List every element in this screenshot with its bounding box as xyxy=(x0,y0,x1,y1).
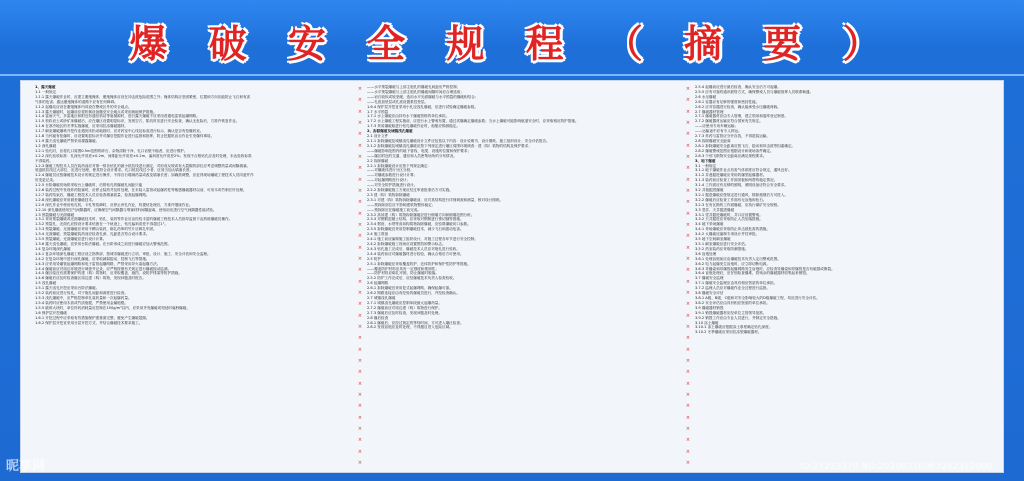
divider-mark-icon: × xyxy=(357,391,363,398)
text-line: 3.10 冻土爆破 xyxy=(695,320,719,325)
text-line: 1.2.4 爆破员应按爆破技术设计的规定进行操作，不得自行增减药量或改变填塞长度；如确需调整，应征得现场爆破工程技术人员同意并作 xyxy=(35,173,254,178)
divider-mark-icon: × xyxy=(685,142,691,149)
divider-mark-icon: × xyxy=(357,210,363,217)
title-band xyxy=(0,0,1024,80)
divider-mark-icon: × xyxy=(357,267,363,274)
divider-mark-icon: × xyxy=(685,323,691,330)
text-line: 1.3.6 露天浅孔爆破，宜采用台阶法爆破。在台阶形成之前进行爆破应加大警戒范围。 xyxy=(35,242,172,246)
text-line: 3.5.2 药室装药应采取防潮措施。 xyxy=(695,246,749,251)
divider-mark-icon: × xyxy=(357,255,363,262)
divider-mark-icon: × xyxy=(357,403,363,410)
text-line: 3.10.2 冬季爆破应采用抗冻型爆破器材。 xyxy=(695,330,762,335)
divider-mark-icon: × xyxy=(685,165,691,172)
text-line: 2.1.2 拆除爆破及城镇浅孔爆破应按下列规定进行爆区周围环境调查：建（构）筑物的结构及保护要求； xyxy=(367,143,532,148)
divider-mark-icon: × xyxy=(357,346,363,353)
text-line: 1.1.8 当怀疑有拒爆时，应设置明显标识并对爆后挖掘作业进行监督和指挥，防止挖掘机盲目作业引发爆炸事故。 xyxy=(35,134,215,139)
text-line: 3.8 爆破安全评估 xyxy=(695,291,724,296)
text-line: 3.6 盲炮处理 xyxy=(695,251,717,256)
divider-mark-icon: × xyxy=(357,97,363,104)
text-line: 2.6 起爆网路 xyxy=(367,281,389,286)
text-line: 2.5 防护 xyxy=(367,256,382,261)
text-line: 3.2.3 在有瓦斯的工作面爆破，应执行煤矿安全规程。 xyxy=(695,202,781,207)
divider-mark-icon: × xyxy=(357,199,363,206)
text-line: 1.2.9 深孔作业中使用钻孔机，卡孔等故障时，应停止该孔作业，待提钻处理后，方准许继续作业。 xyxy=(35,202,193,207)
divider-mark-icon: × xyxy=(685,187,691,194)
text-line: 1.4.3 应采用导爆管起爆网路和电子雷管起爆网路，严禁采用导火索起爆方法。 xyxy=(35,261,161,266)
text-line: 3.9.2 销毁工作应由专业人员进行，并制定安全措施。 xyxy=(695,315,781,320)
divider-mark-icon: × xyxy=(357,369,363,376)
text-line: 2.7.2 爆破前应对周边建（构）筑物进行保护。 xyxy=(367,305,442,310)
divider-mark-icon: × xyxy=(357,187,363,194)
divider-mark-icon: × xyxy=(357,459,363,466)
text-line: 1.2 深孔爆破 xyxy=(35,143,57,148)
text-line: 3.3.1 竖井掘进爆破时，井口应设置警戒。 xyxy=(695,212,763,217)
text-line: 1.3.3 预裂爆破、光面爆破应采用不耦合装药，绑扎药串的竹片应绑扎牢固。 xyxy=(35,227,157,232)
text-line: 底盘抵抗线过大部位，应进行处理，使其符合设计要求。孔口抵抗线过小者，应适当加大填塞长度。 xyxy=(35,168,194,173)
text-line: 3.5.1 硐室爆破应进行安全评估。 xyxy=(695,242,749,246)
divider-mark-icon: × xyxy=(685,153,691,160)
text-line: 3.6.1 处理盲炮前应由爆破技术负责人定出警戒范围。 xyxy=(695,256,781,261)
text-line: 3.2 井巷掘进爆破 xyxy=(695,188,724,193)
text-line: 2.3.1 对建（构）筑物拆除爆破前，应对其结构进行详细调查和测量，核对设计图纸。 xyxy=(367,197,504,202)
divider-mark-icon: × xyxy=(685,312,691,319)
text-column-middle xyxy=(367,85,683,468)
section-heading: 3、地下爆破 xyxy=(695,158,716,163)
text-line: 1.2.3 爆破工程技术人员在装药前应对第一排各钻孔的最小抵抗线进行测定，对形成反坡或有大裂隙的部位应考虑调整药量或间隔填塞。 xyxy=(35,163,251,168)
text-line: 1.3.2 预裂孔、光面孔应按设计要求钻凿在一个轨迹上，钻孔偏斜误差不得超过1°。 xyxy=(35,222,168,227)
text-line: 1.4.6 爆破后应及时检查爆区周边建（构）筑物，发现问题及时报告。 xyxy=(35,276,146,281)
text-line: 2.6.2 网路连接应由有经验的爆破员进行，并经检查确认。 xyxy=(367,291,460,296)
text-line: 2.6.2 应对容器进行检查，确认能承受水压爆破荷载。 xyxy=(695,104,781,109)
divider-mark-icon: × xyxy=(685,403,691,410)
divider-mark-icon: × xyxy=(357,278,363,285)
text-line: 1.2.2 深孔验收标准：孔深允许误差±0.2m，间排距允许误差±0.2m，偏斜度允许误差2%；发现不合格钻孔应及时处理，未达验收标准 xyxy=(35,153,252,158)
text-line: 1.1.2 起爆站应设在避炮掩体内或设在警戒区外的安全地点。 xyxy=(35,104,132,109)
text-line: 1.5.3 浅孔爆破中，应严格控制单孔装药量和一次起爆药量。 xyxy=(35,295,132,300)
text-line: 3.9 爆破器材销毁 xyxy=(695,305,724,310)
divider-mark-icon: × xyxy=(685,97,691,104)
text-line: 2.3.4 烟囱、水塔等高耸构筑物拆除爆破，应验算爆破切口参数。 xyxy=(367,222,471,227)
text-line: 2.8 爆后检查 xyxy=(367,315,389,320)
text-column-left xyxy=(35,85,355,468)
text-line: 2.4.3 钻孔施工完成后，爆破技术人员应对炮孔进行验收。 xyxy=(367,246,460,251)
text-line: 2.3.5 拆除爆破宜采用控制爆破技术，减少飞石和振动危害。 xyxy=(367,227,464,232)
text-line: ——爆区附近的交通、通信和人员密集场所的分布情况。 xyxy=(367,153,457,158)
text-line: 1.1.4 雷雨天气，多雷地区和附近有通信机站等射频源时，进行露天爆破不应采用普通电雷管起爆网路。 xyxy=(35,114,200,119)
text-line: 1.4.4 爆破前应对周边环境进行调查并记录，应严格按照有关规定进行爆破振动监测。 xyxy=(35,266,172,271)
text-line: 1.1.9 露天浅孔爆破严禁采用裸露爆破。 xyxy=(35,138,100,143)
text-line: ——预拆除部位应不影响建筑物整体稳定； xyxy=(367,202,436,207)
text-line: 1.2.6 装药过程中发现炸药阻塞时，应停止装药并及时处理，在未装入雷管或起爆药柱等敏感爆破器材以前，可用木或竹制长杆处理。 xyxy=(35,188,247,193)
divider-mark-icon: × xyxy=(357,448,363,455)
text-line: 2.8.3 个别飞散物安全距离应满足规程要求。 xyxy=(695,153,767,158)
text-line: ——孔底加垫层或孔底设置柔性垫层。 xyxy=(367,99,429,104)
text-line: 1.7.1 水上爆破应由持有水下爆破资格的单位承担。 xyxy=(367,114,450,119)
text-line: 2.3.3 对钢筋混凝土结构，应采取对钢筋进行预切割等措施。 xyxy=(367,217,464,222)
text-line: 2.7 爆破器材管理 xyxy=(695,109,724,114)
divider-mark-icon: × xyxy=(685,459,691,466)
title-underline xyxy=(0,74,1024,76)
text-line: ——爆破影响范围内的地下管线、电缆、设施的位置和保护要求； xyxy=(367,148,472,153)
text-line: 1.4.1 复杂环境深孔爆破工程应设立指挥部，按城市爆破进行立项、审批、设计、施工、安全评估和安全监理。 xyxy=(35,251,211,256)
section-heading: 1、露天爆破 xyxy=(35,85,56,89)
text-line: 3.2.2 爆破后应检查工作面有无盲炮和危石。 xyxy=(695,197,767,202)
text-line: 1.3 预裂爆破与光面爆破 xyxy=(35,212,75,217)
divider-mark-icon: × xyxy=(357,323,363,330)
text-line: 2.6.1 容器应有足够的强度和密封性能。 xyxy=(695,99,760,104)
section-heading: 2、拆除爆破及城镇浅孔爆破 xyxy=(367,129,413,134)
text-line: ——对起爆网路进行设计； xyxy=(367,178,411,183)
divider-mark-icon: × xyxy=(357,380,363,387)
watermark-id: ID:27233379 NO:20200316083242312000 xyxy=(800,462,993,472)
divider-mark-icon: × xyxy=(357,142,363,149)
text-line: 2.7.1 城镇浅孔爆破应控制单段最大起爆药量。 xyxy=(367,300,442,305)
text-line: 1.2.5 台阶爆破初始排采取台上爆破时，后排钻孔的爆破孔间距只能 xyxy=(35,183,143,188)
divider-mark-icon: × xyxy=(685,108,691,115)
divider-mark-icon: × xyxy=(357,176,363,183)
divider-mark-icon: × xyxy=(685,221,691,228)
text-line: 2.1 设计文件 xyxy=(367,134,389,139)
page-title: 爆 破 安 全 规 程 （ 摘 要 ） xyxy=(129,20,895,66)
text-line: 1.4.2 在复杂环境中进行深孔爆破，应采取减弱振动、控制飞石等措施。 xyxy=(35,256,150,261)
text-line: 2.7.1 爆破器材应由专人管理，建立领用和退库登记制度。 xyxy=(695,114,788,119)
text-line: 2.3 建（构）筑物拆除爆破 xyxy=(367,192,410,197)
text-line: ——水平预裂爆破与上部主炮孔的爆破孔间距应严格控制； xyxy=(367,85,461,89)
divider-mark-icon: × xyxy=(685,448,691,455)
text-line: 3.4.1 采场爆破应采取防止冲击波危害的措施。 xyxy=(695,227,770,232)
divider-mark-icon: × xyxy=(685,86,691,92)
divider-mark-icon: × xyxy=(685,380,691,387)
text-line: 2.7 城镇浅孔爆破 xyxy=(367,295,396,300)
divider-mark-icon: × xyxy=(357,357,363,364)
text-line: 3.4 地下采场爆破 xyxy=(695,222,724,227)
text-line: 3.6.4 盲炮处理后，应仔细检查爆堆，将残余的爆破器材收集起来销毁。 xyxy=(695,271,810,276)
divider-mark-icon: × xyxy=(685,278,691,285)
divider-mark-icon: × xyxy=(357,335,363,342)
text-line: 3.6.2 电力起爆发生盲炮时，应立即切断电源。 xyxy=(695,261,770,266)
divider-mark-icon: × xyxy=(685,210,691,217)
divider-mark-icon: × xyxy=(685,369,691,376)
text-line: 2.1.1 拆除爆破及城镇浅孔爆破设计文件应包括以下内容：设计说明书、设计图纸、施工组织设计、安全评估报告。 xyxy=(367,138,550,143)
divider-mark-icon: × xyxy=(685,335,691,342)
text-line: 1.5.1 露天浅孔开挖应采用台阶法爆破。 xyxy=(35,286,100,291)
divider-mark-icon: × xyxy=(685,391,691,398)
divider-mark-icon: × xyxy=(685,437,691,444)
text-line: 3.5 地下空间硐室爆破 xyxy=(695,237,731,242)
text-line: 2.4.1 施工前应编制施工组织设计，对施工过程各环节进行安全控制。 xyxy=(367,237,478,242)
divider-mark-icon: × xyxy=(357,312,363,319)
text-line: 2.8.2 爆破警戒范围应根据设计和现场条件确定。 xyxy=(695,148,774,153)
text-line: 2.5.5 应有可靠的通讯联络方式，确保警戒人员与爆破指挥人员联系畅通。 xyxy=(695,89,814,94)
text-line: 2.7.3 炸药与雷管应分开存放，不得混装运输。 xyxy=(695,134,770,139)
text-line: 2.8 拆除爆破安全距离 xyxy=(695,138,731,143)
text-line: ——应使用专用车辆运输； xyxy=(695,124,739,129)
text-line: 3.7.2 监理人员应对爆破作业全过程进行监督。 xyxy=(695,286,770,291)
text-line: 3.1.3 装药前应检查工作面顶板和两帮的稳定情况。 xyxy=(695,178,778,183)
text-line: 1.1.6 在寒冷地区的冬季实施爆破，应采用抗冻爆破器材。 xyxy=(35,124,128,129)
watermark-logo: 昵享网 xyxy=(6,459,46,474)
text-line: 1.1.3 露天爆破时，起爆前应将机械设备撤至安全地点或采用就地保护措施。 xyxy=(35,109,157,114)
text-line: 1.1.1 露天爆破作业时，应建立避炮掩体，避炮掩体应设在冲击波危险范围之外；掩体结构应坚固紧密，位置和方向应能防止飞石和有害 xyxy=(35,94,251,99)
text-line: 1.2.10 深孔爆破使用空气间隔器时，应确保空气间隔器与堵塞材料间隔距离，使用前应进行空气间隔器性能试验。 xyxy=(35,207,217,212)
text-line: 3.8.1 A级、B级、C级和对安全影响较大的D级爆破工程，均应进行安全评估。 xyxy=(695,295,820,300)
text-line: 3.4.2 大爆破应编制专项设计并经审批。 xyxy=(695,232,760,237)
text-line: 1.6.4 保护层开挖宜采用小孔径浅孔爆破，应进行试验确定爆破参数。 xyxy=(367,104,478,109)
divider-mark-icon: × xyxy=(685,357,691,364)
text-line: 2.5.4 起爆前应进行最后检查，确认安全后方可起爆。 xyxy=(695,85,781,89)
text-line: 不得装药。 xyxy=(35,158,53,163)
text-line: 1.4 复杂环境深孔爆破 xyxy=(35,246,71,251)
text-line: 3.2.1 掘进爆破应按规定进行通风，排除炮烟后方可进入。 xyxy=(695,192,788,197)
text-line: 1.4.5 爆区临近有需要保护的建（构）筑物时，应采取覆盖、遮挡、设防护排架等防护措施。 xyxy=(35,271,182,276)
text-line: 2.4.2 拆除爆破施工现场应设置围挡和警示标志。 xyxy=(367,242,446,246)
text-line: 1.1.7 硐室爆破爆堆开挖作业遇到未松动地段时，应对药室中心线及标高进行标示，确认是否有拒爆药室。 xyxy=(35,129,204,134)
text-line: 1.6 保护层开挖爆破 xyxy=(35,310,68,315)
text-line: 3.3 竖井、天井掘进爆破 xyxy=(695,207,735,212)
text-line: ——对安全防护措施进行设计。 xyxy=(367,183,418,188)
text-line: ——对爆破体进行分区分段； xyxy=(367,168,414,173)
text-line: 3.10.1 冻土爆破应根据冻土厚度确定钻孔深度。 xyxy=(695,325,773,330)
divider-mark-icon: × xyxy=(357,153,363,160)
divider-mark-icon: × xyxy=(357,86,363,92)
text-line: 2.5.2 防护工作完成后，应经爆破技术负责人检查验收。 xyxy=(367,276,457,281)
text-line: 1.3.1 采用预裂爆破或光面爆破技术时，钻孔、装药等作业应由经验丰富的爆破工程技术人员指导监督下由熟练爆破员操作。 xyxy=(35,217,233,222)
divider-mark-icon: × xyxy=(685,176,691,183)
text-line: 1.7.2 水上爆破工程实施前，应进行水上警戒布置，通过试爆确定爆破参数；当水上爆破可能影响航道安全时，应采取相应防护措施。 xyxy=(367,119,579,124)
divider-mark-icon: × xyxy=(685,255,691,262)
column-divider-right xyxy=(684,87,692,466)
text-line: 1.7.3 采用爆破船进行钻孔爆破作业时，船舶应锚固稳定。 xyxy=(367,124,460,129)
text-line: 2.8.1 爆破后，应经过规定的等待时间，方可进入爆区检查。 xyxy=(367,320,464,325)
divider-mark-icon: × xyxy=(357,414,363,421)
text-line: 2.4 施工准备 xyxy=(367,232,389,237)
divider-mark-icon: × xyxy=(685,119,691,126)
text-line: ——水平预裂爆破与上部主炮孔的爆破间隔时间应合理选取； xyxy=(367,89,465,94)
text-line: 2.5.1 拆除爆破应采取覆盖防护、近体防护和保护性防护等措施。 xyxy=(367,261,471,266)
text-line: 3.6.3 导爆索和导爆管起爆网路发生盲炮时，应检查导爆索和导爆管是否有破损或断裂。 xyxy=(695,266,835,271)
divider-mark-icon: × xyxy=(357,244,363,251)
text-line: 1.5.2 装药前应进行验孔，对于炮孔间距和深度进行检查。 xyxy=(35,291,128,296)
text-line: 1.2.1 验孔时，应将孔口周围0.5m范围的碎石、杂物清除干净，孔口岩壁不稳者，应进行维护。 xyxy=(35,148,188,153)
text-line: 2.3.2 高耸建（构）筑物拆除爆破应进行倒塌方向和倒塌范围分析。 xyxy=(367,212,475,217)
text-line: 1.3.4 光面爆破、预裂爆破装药前应检查孔深、孔距是否符合设计要求。 xyxy=(35,232,150,237)
text-line: 1.3.5 预裂爆破，光面爆破应进行设计计算。 xyxy=(35,237,107,242)
text-line: ——防护材料应绑扎牢固，防止爆破时脱落。 xyxy=(367,271,439,276)
divider-mark-icon: × xyxy=(685,267,691,274)
text-line: 2.2.2 拆除爆破施工方案应经过审查批准后方可实施。 xyxy=(367,188,453,193)
text-line: ——对爆破参数进行设计计算； xyxy=(367,173,418,178)
text-line: 2.7.2 爆破器材运输应符合国家有关规定。 xyxy=(695,119,763,124)
text-line: 1.1.5 松软岩土或砂矿床爆破后，应在爆区设置明显标识，发现空穴、陷坑时应进行安全检查，确认无危险后，方准许恢复作业。 xyxy=(35,119,240,124)
divider-mark-icon: × xyxy=(357,289,363,296)
text-line: 3.7 爆破安全监理 xyxy=(695,276,724,281)
divider-mark-icon: × xyxy=(357,437,363,444)
text-line: 3.8.2 安全评估应由具有相应资质的单位承担。 xyxy=(695,300,770,305)
text-line: 1.2.8 深孔爆破应采用微差爆破技术。 xyxy=(35,197,96,202)
divider-mark-icon: × xyxy=(685,199,691,206)
text-line: 2.2 拆除爆破 xyxy=(367,158,389,163)
text-line: 3.1.2 井巷掘进爆破应采用防爆型起爆器材。 xyxy=(695,173,767,178)
text-line: 1.7 水平预裂 xyxy=(367,109,389,114)
text-line: 3.1.1 地下爆破作业点有害气体浓度应符合规定，通风良好。 xyxy=(695,168,792,173)
divider-mark-icon: × xyxy=(685,131,691,138)
text-line: 2.6.1 拆除爆破宜采用复式起爆网路，确保起爆可靠。 xyxy=(367,286,453,291)
text-line: 2.8.1 拆除爆破安全距离应按飞石、振动和冲击波等因素确定。 xyxy=(695,143,796,148)
text-line: 1.6.1 开挖过程中应采取有效措施保护建基面完整，避免产生爆破裂隙。 xyxy=(35,315,150,320)
text-line: 1.5.5 破碎大块时，单位炸药消耗量应控制在150g/m³以内，应采用齐发爆破或短延时毫秒爆破。 xyxy=(35,305,190,310)
divider-mark-icon: × xyxy=(357,221,363,228)
divider-mark-icon: × xyxy=(685,346,691,353)
divider-mark-icon: × xyxy=(357,233,363,240)
text-line: ——预拆除应在爆破施工前完成。 xyxy=(367,207,421,212)
text-line: 3.1.4 工作面应有足够的照明，照明设备应符合安全要求。 xyxy=(695,183,788,188)
text-line: 3.1 一般规定 xyxy=(695,163,717,168)
column-divider-left xyxy=(356,87,364,466)
text-line: 1.6.2 保护层开挖宜采用分层开挖方式，并结合爆破技术要求施工。 xyxy=(35,320,143,325)
divider-mark-icon: × xyxy=(685,301,691,308)
text-line: 1.2.7 装药结束后，爆破工程技术人员应检查填塞质量，检查起爆网路。 xyxy=(35,192,150,197)
divider-mark-icon: × xyxy=(685,425,691,432)
text-line: 3.3.2 天井掘进应采取防止人员坠落措施。 xyxy=(695,217,763,222)
text-line: 气体的危害；通达避炮掩体的道路不应有任何障碍。 xyxy=(35,99,118,104)
text-column-right xyxy=(695,85,995,468)
text-line: 2.6 水压爆破 xyxy=(695,94,717,99)
divider-mark-icon: × xyxy=(357,425,363,432)
text-line: ——覆盖防护材料应具有一定强度和柔韧性； xyxy=(367,266,439,271)
text-line: 3.9.1 销毁爆破器材应经单位主管领导批准。 xyxy=(695,310,767,315)
text-line: ——运输途中应有专人押运。 xyxy=(695,129,742,134)
text-line: 2.4.4 装药前应对爆破器材进行检验，确认合格后方可使用。 xyxy=(367,251,464,256)
divider-mark-icon: × xyxy=(357,119,363,126)
text-line: 1.5.4 装药时应使用木质或竹质炮棍，严禁使用金属炮棍。 xyxy=(35,300,128,305)
text-line: ——岩石较软或较坚硬，选用水平光面爆破与水平预裂的爆破相结合； xyxy=(367,94,479,99)
divider-mark-icon: × xyxy=(685,289,691,296)
text-line: 2.7.3 爆破后应及时检查，发现问题及时处理。 xyxy=(367,310,442,315)
text-line: 好变更记录。 xyxy=(35,178,57,183)
text-line: 2.2.1 拆除爆破设计应按下列规定确定： xyxy=(367,163,432,168)
divider-mark-icon: × xyxy=(357,131,363,138)
text-line: 2.8.2 发现盲炮应及时处理，不得擅自进入危险区域。 xyxy=(367,325,453,330)
text-line: 3.7.1 爆破安全监理应由具有相应资质的单位承担。 xyxy=(695,281,778,286)
divider-mark-icon: × xyxy=(357,301,363,308)
divider-mark-icon: × xyxy=(685,233,691,240)
divider-mark-icon: × xyxy=(357,165,363,172)
text-line: 1.5 浅孔爆破 xyxy=(35,281,57,286)
divider-mark-icon: × xyxy=(357,108,363,115)
divider-mark-icon: × xyxy=(685,244,691,251)
content-panel xyxy=(20,80,1004,473)
divider-mark-icon: × xyxy=(685,414,691,421)
text-line: 1.1 一般规定 xyxy=(35,89,57,94)
